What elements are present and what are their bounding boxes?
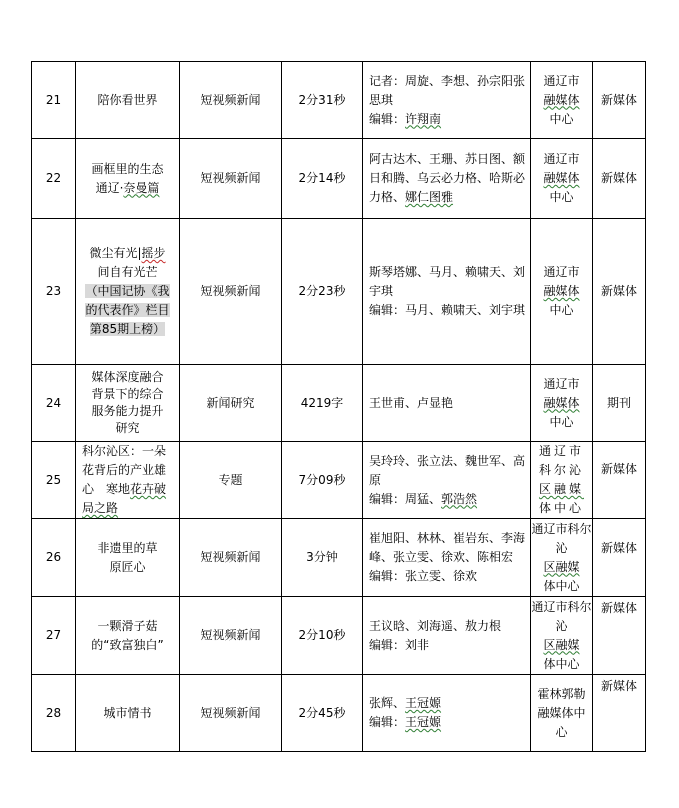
work-length: 2分23秒 <box>282 219 363 365</box>
editor-name: 郭浩然 <box>441 491 478 506</box>
category: 期刊 <box>593 365 646 442</box>
credits <box>363 219 531 365</box>
table-row <box>32 139 646 219</box>
work-type: 短视频新闻 <box>180 139 282 219</box>
work-length: 4219字 <box>282 365 363 442</box>
org-line: 融媒体 <box>543 395 580 410</box>
org-line: 体中心 <box>543 656 580 671</box>
row-number: 27 <box>32 597 76 675</box>
org-line: 中心 <box>549 414 574 429</box>
editor-name: 许翔南 <box>405 111 442 126</box>
org-line: 通辽市科尔沁 <box>531 599 592 633</box>
row-number: 21 <box>32 62 76 139</box>
organization <box>531 519 593 597</box>
work-title: 非遗里的草原匠心 <box>76 519 180 597</box>
title-line: 画框里的生态 <box>91 161 164 176</box>
org-line: 区融媒 <box>543 637 580 652</box>
category: 新媒体 <box>593 519 646 597</box>
organization <box>531 139 593 219</box>
editor-label: 编辑： <box>369 111 406 126</box>
work-length: 2分31秒 <box>282 62 363 139</box>
credits-line <box>369 713 526 732</box>
row-number: 23 <box>32 219 76 365</box>
organization <box>531 597 593 675</box>
org-line: 融媒体 <box>543 171 580 185</box>
work-title <box>76 139 180 219</box>
work-title <box>76 219 180 365</box>
org-line: 通辽市 <box>543 265 580 279</box>
org-line: 中心 <box>549 303 574 317</box>
awards-table <box>31 61 646 752</box>
title-part: 通辽· <box>95 180 124 195</box>
org-line: 通辽市 <box>543 73 580 88</box>
org-line: 体中心 <box>543 578 580 593</box>
table-row <box>32 597 646 675</box>
credits-line: 编辑：马月、赖啸天、刘宇琪 <box>369 303 526 317</box>
work-type: 短视频新闻 <box>180 219 282 365</box>
work-type: 专题 <box>180 442 282 519</box>
credits-line: 编辑：张立雯、徐欢 <box>369 569 478 583</box>
credits-line: 编辑：刘非 <box>369 637 430 652</box>
org-line: 融媒体 <box>543 92 580 107</box>
work-type: 短视频新闻 <box>180 519 282 597</box>
work-title: 一颗滑子菇的“致富独白” <box>76 597 180 675</box>
credits <box>363 675 531 752</box>
credits-line: 斯琴塔娜、马月、赖啸天、刘宇琪 <box>369 265 526 298</box>
row-number: 25 <box>32 442 76 519</box>
organization <box>531 365 593 442</box>
table-row <box>32 519 646 597</box>
credits-text: 娜仁图雅 <box>405 190 454 204</box>
row-number: 26 <box>32 519 76 597</box>
category: 新媒体 <box>593 219 646 365</box>
work-length: 2分10秒 <box>282 597 363 675</box>
org-line: 区融媒 <box>538 482 584 496</box>
editor-name: 王冠嫄 <box>405 715 442 729</box>
work-title: 陪你看世界 <box>76 62 180 139</box>
row-number: 22 <box>32 139 76 219</box>
credits-line <box>369 694 526 713</box>
org-line: 通辽市科尔沁 <box>538 444 584 477</box>
credits-text: 张辉、 <box>369 696 406 710</box>
credits-line <box>369 110 526 129</box>
credits <box>363 442 531 519</box>
table-row <box>32 675 646 752</box>
work-type: 短视频新闻 <box>180 597 282 675</box>
org-line: 通辽市科尔沁 <box>531 521 592 555</box>
credits-line: 吴玲玲、张立法、魏世军、高原 <box>369 453 526 487</box>
org-line: 区融媒 <box>543 559 580 574</box>
work-length: 7分09秒 <box>282 442 363 519</box>
org-line: 通辽市 <box>543 376 580 391</box>
organization: 霍林郭勒融媒体中心 <box>531 675 593 752</box>
row-number: 24 <box>32 365 76 442</box>
credits-line: 记者：周旋、李想、孙宗阳张思琪 <box>369 73 526 107</box>
org-line: 体中心 <box>538 501 584 515</box>
category: 新媒体 <box>593 62 646 139</box>
category: 新媒体 <box>593 675 646 752</box>
work-length: 2分14秒 <box>282 139 363 219</box>
credits-line: 崔旭阳、林林、崔岩东、李海峰、张立雯、徐欢、陈相宏 <box>369 531 526 564</box>
org-line: 通辽市 <box>543 152 580 166</box>
organization <box>531 219 593 365</box>
credits-text: 阿古达木、王珊、苏日图、额日和腾、乌云必力格、哈斯必力格、 <box>369 152 526 204</box>
work-type: 短视频新闻 <box>180 675 282 752</box>
work-length: 2分45秒 <box>282 675 363 752</box>
title-note-text: （中国记协《我的代表作》栏目第85期上榜） <box>85 284 170 336</box>
org-line: 中心 <box>549 190 574 204</box>
title-part: 摇步 <box>141 246 166 260</box>
title-part: 奈曼篇 <box>123 180 160 195</box>
org-line: 融媒体 <box>543 284 580 298</box>
credits-line: 王议晗、刘海遥、敖力根 <box>369 618 502 633</box>
table-row <box>32 219 646 365</box>
editor-label: 编辑：周猛、 <box>369 491 442 506</box>
work-title <box>76 442 180 519</box>
category: 新媒体 <box>593 442 646 519</box>
row-number: 28 <box>32 675 76 752</box>
organization <box>531 62 593 139</box>
editor-label: 编辑： <box>369 715 406 729</box>
credits: 王世甫、卢显艳 <box>363 365 531 442</box>
work-type: 短视频新闻 <box>180 62 282 139</box>
title-line <box>80 179 175 198</box>
table-row <box>32 442 646 519</box>
work-title: 媒体深度融合背景下的综合服务能力提升研究 <box>76 365 180 442</box>
title-part: 微尘有光| <box>89 246 142 260</box>
credits-text: 王冠嫄 <box>405 696 442 710</box>
credits <box>363 62 531 139</box>
title-part: 花卉破局之路 <box>82 482 167 515</box>
title-line: 间自有光芒 <box>97 265 158 279</box>
title-part: 科尔沁区：一朵花背后的产业雄心 寒地 <box>82 444 167 496</box>
category: 新媒体 <box>593 597 646 675</box>
work-type: 新闻研究 <box>180 365 282 442</box>
title-line <box>82 244 173 263</box>
credits <box>363 139 531 219</box>
credits <box>363 597 531 675</box>
table-row <box>32 62 646 139</box>
organization <box>531 442 593 519</box>
title-note <box>82 282 173 339</box>
table-row <box>32 365 646 442</box>
org-line: 中心 <box>549 111 574 126</box>
credits-line <box>369 490 526 509</box>
category: 新媒体 <box>593 139 646 219</box>
credits <box>363 519 531 597</box>
work-title: 城市情书 <box>76 675 180 752</box>
work-length: 3分钟 <box>282 519 363 597</box>
